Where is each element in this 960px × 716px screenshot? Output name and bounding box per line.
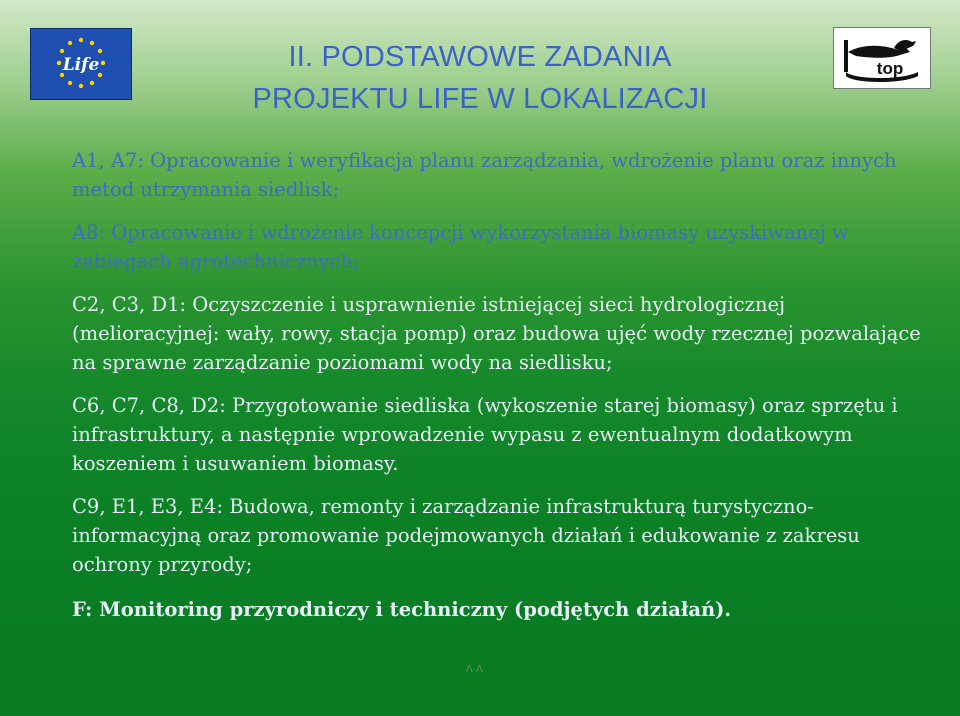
task-item-a1-a7: A1, A7: Opracowanie i weryfikacja planu zarządzania, wdrożenie planu oraz innych metod utrzymania siedlisk;	[72, 149, 897, 201]
life-wordmark: Life	[62, 55, 100, 75]
title-line-1: II. PODSTAWOWE ZADANIA	[288, 41, 672, 73]
eu-life-logo	[30, 28, 132, 100]
title-line-2: PROJEKTU LIFE W LOKALIZACJI	[252, 83, 708, 115]
page-title	[180, 36, 780, 120]
task-item-c2-c3-d1: C2, C3, D1: Oczyszczenie i usprawnienie istniejącej sieci hydrologicznej (melioracyjnej: wały, rowy, stacja pomp) oraz budowa ujęć wody rzecznej pozwalające na sprawne zarządzanie poziomami wody na siedlisku;	[72, 293, 921, 374]
eu-stars-icon	[31, 29, 131, 99]
page-mark: Λ·Λ	[466, 664, 483, 675]
bird-logo-icon	[834, 28, 930, 88]
task-item-f: F: Monitoring przyrodniczy i techniczny (podjętych działań).	[72, 598, 732, 621]
task-list	[72, 146, 932, 624]
task-item-a8: A8: Opracowanie i wdrożenie koncepcji wykorzystania biomasy uzyskiwanej w zabiegach agrotechnicznych;	[72, 221, 849, 273]
task-item-c9-e1-e3-e4: C9, E1, E3, E4: Budowa, remonty i zarządzanie infrastrukturą turystyczno-informacyjną oraz promowanie podejmowanych działań i edukowanie z zakresu ochrony przyrody;	[72, 495, 860, 576]
otop-logo	[833, 27, 931, 89]
task-item-c6-c7-c8-d2: C6, C7, C8, D2: Przygotowanie siedliska (wykoszenie starej biomasy) oraz sprzętu i infrastruktury, a następnie wprowadzenie wypasu z ewentualnym dodatkowym koszeniem i usuwaniem biomasy.	[72, 394, 898, 475]
otop-wordmark: top	[876, 59, 904, 78]
